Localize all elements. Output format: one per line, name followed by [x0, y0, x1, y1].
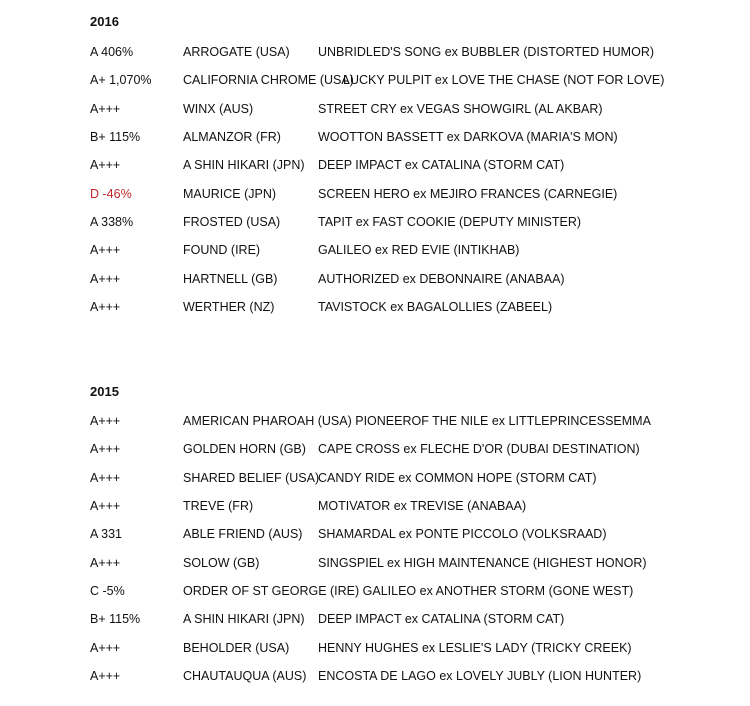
horse-cell: ALMANZOR (FR) — [183, 130, 281, 144]
pedigree-cell: SCREEN HERO ex MEJIRO FRANCES (CARNEGIE) — [318, 187, 618, 201]
pedigree-cell: SHAMARDAL ex PONTE PICCOLO (VOLKSRAAD) — [318, 527, 607, 541]
grade-cell: A 406% — [90, 45, 134, 59]
pedigree-cell: SINGSPIEL ex HIGH MAINTENANCE (HIGHEST HONOR) — [318, 556, 647, 570]
pedigree-cell: ENCOSTA DE LAGO ex LOVELY JUBLY (LION HUNTER) — [318, 669, 642, 683]
grade-cell: A+++ — [90, 272, 121, 286]
pedigree-cell: DEEP IMPACT ex CATALINA (STORM CAT) — [318, 158, 565, 172]
grade-cell: B+ 115% — [90, 130, 141, 144]
pedigree-cell: UNBRIDLED'S SONG ex BUBBLER (DISTORTED HUMOR) — [318, 45, 655, 59]
pedigree-cell: GALILEO ex RED EVIE (INTIKHAB) — [318, 243, 520, 257]
grade-cell: A+++ — [90, 499, 121, 513]
pedigree-cell: WOOTTON BASSETT ex DARKOVA (MARIA'S MON) — [318, 130, 618, 144]
pedigree-cell: LUCKY PULPIT ex LOVE THE CHASE (NOT FOR LOVE) — [343, 73, 665, 87]
grade-cell: A+++ — [90, 300, 121, 314]
horse-cell: CHAUTAUQUA (AUS) — [183, 669, 307, 683]
horse-cell: WERTHER (NZ) — [183, 300, 275, 314]
horse-cell: FOUND (IRE) — [183, 243, 261, 257]
grade-cell: A+++ — [90, 471, 121, 485]
horse-cell: WINX (AUS) — [183, 102, 254, 116]
grade-cell: A 338% — [90, 215, 134, 229]
horse-cell: AMERICAN PHAROAH (USA) PIONEEROF THE NILE ex LITTLEPRINCESSEMMA — [183, 414, 651, 428]
pedigree-cell: HENNY HUGHES ex LESLIE'S LADY (TRICKY CREEK) — [318, 641, 632, 655]
horse-cell: MAURICE (JPN) — [183, 187, 277, 201]
section-year-2016: 2016 — [90, 14, 119, 29]
grade-cell: A+ 1,070% — [90, 73, 152, 87]
grade-cell: A+++ — [90, 442, 121, 456]
grade-cell: A+++ — [90, 669, 121, 683]
grade-cell: A+++ — [90, 641, 121, 655]
pedigree-cell: DEEP IMPACT ex CATALINA (STORM CAT) — [318, 612, 565, 626]
horse-cell: ARROGATE (USA) — [183, 45, 290, 59]
horse-cell: A SHIN HIKARI (JPN) — [183, 612, 305, 626]
pedigree-cell: CANDY RIDE ex COMMON HOPE (STORM CAT) — [318, 471, 597, 485]
grade-cell: A+++ — [90, 102, 121, 116]
grade-cell: B+ 115% — [90, 612, 141, 626]
pedigree-cell: TAVISTOCK ex BAGALOLLIES (ZABEEL) — [318, 300, 553, 314]
horse-cell: ABLE FRIEND (AUS) — [183, 527, 303, 541]
horse-cell: FROSTED (USA) — [183, 215, 281, 229]
grade-cell: C -5% — [90, 584, 125, 598]
grade-cell: A+++ — [90, 243, 121, 257]
horse-cell: SHARED BELIEF (USA) — [183, 471, 320, 485]
grade-cell: A+++ — [90, 414, 121, 428]
horse-cell: CALIFORNIA CHROME (USA) — [183, 73, 354, 87]
pedigree-cell: TAPIT ex FAST COOKIE (DEPUTY MINISTER) — [318, 215, 582, 229]
horse-cell: BEHOLDER (USA) — [183, 641, 290, 655]
pedigree-cell: MOTIVATOR ex TREVISE (ANABAA) — [318, 499, 527, 513]
horse-cell: GOLDEN HORN (GB) — [183, 442, 306, 456]
horse-cell: A SHIN HIKARI (JPN) — [183, 158, 305, 172]
grade-cell: A+++ — [90, 158, 121, 172]
pedigree-cell: STREET CRY ex VEGAS SHOWGIRL (AL AKBAR) — [318, 102, 603, 116]
pedigree-cell: CAPE CROSS ex FLECHE D'OR (DUBAI DESTINATION) — [318, 442, 640, 456]
grade-cell-negative: D -46% — [90, 187, 132, 201]
pedigree-cell: AUTHORIZED ex DEBONNAIRE (ANABAA) — [318, 272, 565, 286]
horse-cell: SOLOW (GB) — [183, 556, 260, 570]
horse-cell: HARTNELL (GB) — [183, 272, 278, 286]
horse-cell: TREVE (FR) — [183, 499, 254, 513]
grade-cell: A 331 — [90, 527, 122, 541]
horse-cell: ORDER OF ST GEORGE (IRE) GALILEO ex ANOTHER STORM (GONE WEST) — [183, 584, 634, 598]
grade-cell: A+++ — [90, 556, 121, 570]
section-year-2015: 2015 — [90, 384, 119, 399]
